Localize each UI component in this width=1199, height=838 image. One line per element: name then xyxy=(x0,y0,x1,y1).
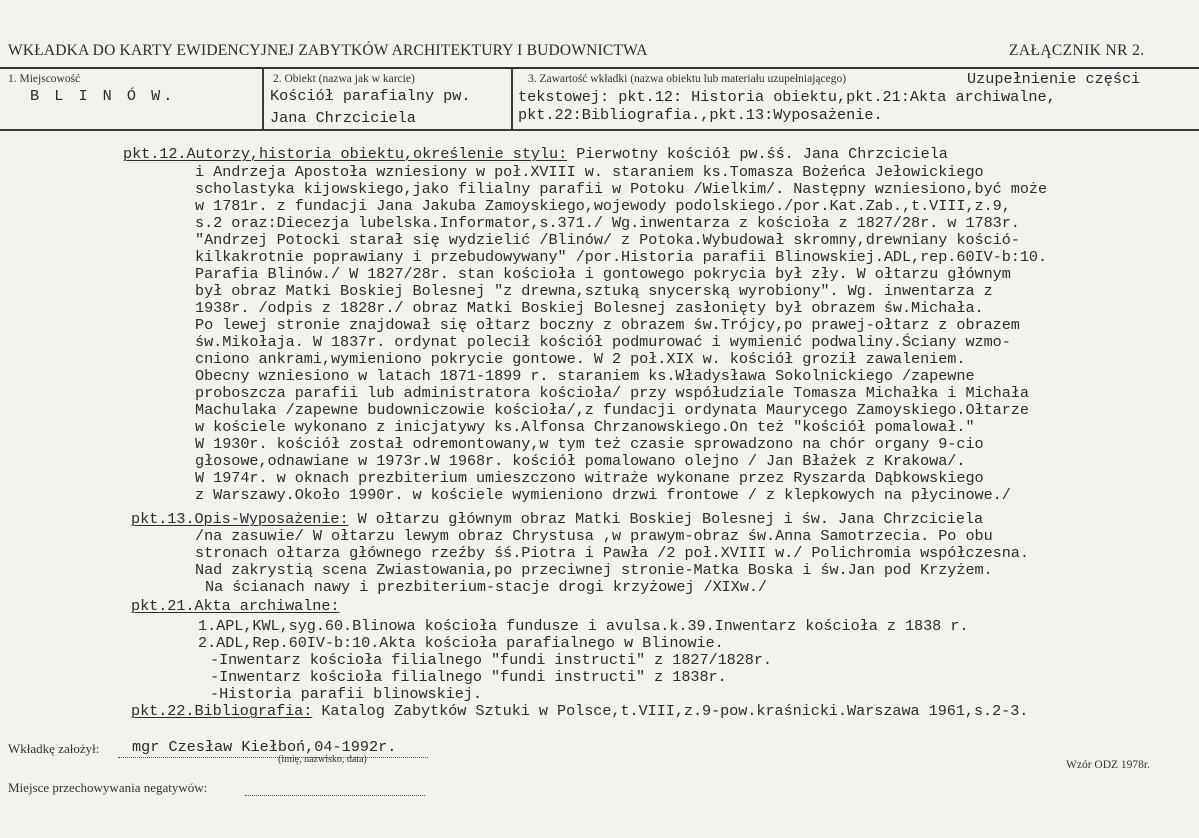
body-text-run: -Historia parafii blinowskiej. xyxy=(210,685,482,703)
body-line xyxy=(131,597,339,615)
body-line xyxy=(195,180,1047,198)
body-text-run: z Warszawy.Około 1990r. w kościele wymieniono drzwi frontowe / z klepkowych na płycinowe./ xyxy=(195,486,1011,504)
body-line xyxy=(195,163,984,181)
body-line xyxy=(195,333,1011,351)
body-text-run: Na ścianach nawy i prezbiterium-stacje drogi krzyżowej /XIXw./ xyxy=(205,578,767,596)
body-text-run: w kościele wykonano z inicjatywy ks.Alfonsa Chrzanowskiego.On też "kościół pomalował." xyxy=(195,418,975,436)
section-heading: pkt.13.Opis-Wyposażenie: xyxy=(131,510,349,528)
body-line xyxy=(195,527,993,545)
section-heading: pkt.12.Autorzy,historia obiektu,określenie stylu: xyxy=(123,145,568,163)
body-line xyxy=(195,401,1029,419)
body-text-run: Po lewej stronie znajdował się ołtarz boczny z obrazem św.Trójcy,po prawej-ołtarz z obrazem xyxy=(195,316,1020,334)
body-line xyxy=(195,350,965,368)
body-text-run: w 1781r. z fundacji Jana Jakuba Zamoyskiego,wojewody podolskiego./por.Kat.Zab.,t.VIII,z.9, xyxy=(195,197,1011,215)
body-line xyxy=(195,384,1029,402)
body-line xyxy=(195,452,965,470)
body-text-run: Machulaka /zapewne budowniczowie kościoła/,z fundacji ordynata Maurycego Zamoyskiego.Ołtarze xyxy=(195,401,1029,419)
field-divider-1 xyxy=(262,67,264,129)
body-text-run: Parafia Blinów./ W 1827/28r. stan kościoła i gontowego pokrycia był zły. W ołtarzu głównym xyxy=(195,265,1011,283)
body-line xyxy=(198,634,724,652)
annex-number: ZAŁĄCZNIK NR 2. xyxy=(1009,42,1145,59)
body-line xyxy=(210,685,482,703)
author-dotline xyxy=(118,757,428,758)
body-text-run: proboszcza parafii lub administratora kościoła/ przy współudziale Tomasza Michałka i Michała xyxy=(195,384,1029,402)
negatives-dotline xyxy=(245,795,425,796)
author-label: Wkładkę założył: xyxy=(8,741,100,756)
body-text-run: W 1974r. w oknach prezbiterium umieszczono witraże wykonane przez Ryszarda Dąbkowskiego xyxy=(195,469,984,487)
body-text-run: i Andrzeja Apostoła wzniesiony w poł.XVIII w. staraniem ks.Tomasza Bożeńca Jełowickiego xyxy=(195,163,984,181)
content-label: 3. Zawartość wkładki (nazwa obiektu lub materiału uzupełniającego) xyxy=(528,73,847,85)
locality-value: B L I N Ó W. xyxy=(30,87,176,105)
body-text-run: -Inwentarz kościoła filialnego "fundi instructi" z 1827/1828r. xyxy=(210,651,772,669)
form-mark: Wzór ODZ 1978r. xyxy=(1066,759,1150,771)
locality-label: 1. Miejscowość xyxy=(8,73,81,85)
body-text-run: Nad zakrystią scena Zwiastowania,po przeciwnej stronie-Matka Boska i św.Jan pod Krzyżem. xyxy=(195,561,993,579)
body-line xyxy=(195,265,1011,283)
body-text-run: był obraz Matki Boskiej Bolesnej "z drewna,sztuką snycerską wyrobiony". Wg. inwentarza z xyxy=(195,282,993,300)
body-text-run: Katalog Zabytków Sztuki w Polsce,t.VIII,z.9-pow.kraśnicki.Warszawa 1961,s.2-3. xyxy=(312,702,1029,720)
body-text-run: W ołtarzu głównym obraz Matki Boskiej Bolesnej i św. Jana Chrzciciela xyxy=(348,510,984,528)
body-text-run: -Inwentarz kościoła filialnego "fundi instructi" z 1838r. xyxy=(210,668,727,686)
negatives-label: Miejsce przechowywania negatywów: xyxy=(8,780,208,795)
body-line xyxy=(195,469,984,487)
object-value-line-1: Kościół parafialny pw. xyxy=(270,87,471,105)
content-value-line-2: tekstowej: pkt.12: Historia obiektu,pkt.21:Akta archiwalne, xyxy=(518,88,1056,106)
body-line xyxy=(205,578,767,596)
body-text-run: /na zasuwie/ W ołtarzu lewym obraz Chrystusa ,w prawym-obraz św.Anna Samotrzecia. Po obu xyxy=(195,527,993,545)
body-line xyxy=(123,145,948,163)
body-line xyxy=(195,231,1020,249)
body-text-run: W 1930r. kościół został odremontowany,w tym też czasie sprowadzono na chór organy 9-cio xyxy=(195,435,984,453)
body-line xyxy=(195,486,1011,504)
object-label: 2. Obiekt (nazwa jak w karcie) xyxy=(273,73,415,85)
body-text-run: scholastyka kijowskiego,jako filialny parafii w Potoku /Wielkim/. Następny wzniesiono,być może xyxy=(195,180,1048,198)
author-note: (imię, nazwisko, data) xyxy=(278,754,367,765)
body-line xyxy=(210,651,772,669)
body-line xyxy=(195,435,984,453)
body-text-run: św.Mikołaja. W 1837r. ordynat polecił kościół podmurować i wymienić podwaliny.Ściany wzmo- xyxy=(195,333,1011,351)
body-text-run: cniono ankrami,wymieniono pokrycie gontowe. W 2 poł.XIX w. kościół groził zawaleniem. xyxy=(195,350,966,368)
body-text-run: głosowe,odnawiane w 1973r.W 1968r. kościół pomalowano olejno / Jan Błażek z Krakowa/. xyxy=(195,452,966,470)
body-text-run: kilkakrotnie poprawiany i przebudowywany" /por.Historia parafii Blinowskiej.ADL,rep.60IV-b:10. xyxy=(195,248,1048,266)
body-text-run: stronach ołtarza głównego rzeźby śś.Piotra i Pawła /2 poł.XVIII w./ Polichromia współczesna. xyxy=(195,544,1029,562)
body-text-run: Obecny wzniesiono w latach 1871-1899 r. staraniem ks.Władysława Sokolnickiego /zapewne xyxy=(195,367,975,385)
author-value: mgr Czesław Kiełboń,04-1992r. xyxy=(132,738,397,756)
body-line xyxy=(131,510,983,528)
body-line xyxy=(195,214,1020,232)
body-line xyxy=(195,367,975,385)
body-line xyxy=(195,418,975,436)
body-text-run: Pierwotny kościół pw.śś. Jana Chrzciciela xyxy=(567,145,948,163)
form-title: WKŁADKA DO KARTY EWIDENCYJNEJ ZABYTKÓW ARCHITEKTURY I BUDOWNICTWA xyxy=(8,42,648,59)
body-line xyxy=(195,197,1011,215)
body-line xyxy=(210,668,727,686)
content-value-line-3: pkt.22:Bibliografia.,pkt.13:Wyposażenie. xyxy=(518,106,883,124)
section-heading: pkt.22.Bibliografia: xyxy=(131,702,313,720)
header-bottom-rule xyxy=(0,129,1199,131)
body-line xyxy=(198,617,968,635)
body-line xyxy=(195,544,1029,562)
section-heading: pkt.21.Akta archiwalne: xyxy=(131,597,340,615)
header-top-rule xyxy=(0,67,1199,69)
content-value-line-1: Uzupełnienie części xyxy=(967,70,1141,88)
object-value-line-2: Jana Chrzciciela xyxy=(270,109,416,127)
field-divider-2 xyxy=(511,67,513,129)
body-line xyxy=(195,561,993,579)
body-line xyxy=(195,299,984,317)
body-line xyxy=(195,282,993,300)
body-text-run: 2.ADL,Rep.60IV-b:10.Akta kościoła parafialnego w Blinowie. xyxy=(198,634,724,652)
body-text-run: 1.APL,KWL,syg.60.Blinowa kościoła fundusze i avulsa.k.39.Inwentarz kościoła z 1838 r. xyxy=(198,617,969,635)
body-line xyxy=(195,316,1020,334)
body-text-run: s.2 oraz:Diecezja lubelska.Informator,s.371./ Wg.inwentarza z kościoła z 1827/28r. w 1783r. xyxy=(195,214,1020,232)
body-text-run: "Andrzej Potocki starał się wydzielić /Blinów/ z Potoka.Wybudował skromny,drewniany kośció- xyxy=(195,231,1020,249)
body-text-run: 1938r. /odpis z 1828r./ obraz Matki Boskiej Bolesnej zasłonięty był obrazem św.Michała. xyxy=(195,299,984,317)
body-line xyxy=(131,702,1028,720)
body-line xyxy=(195,248,1047,266)
